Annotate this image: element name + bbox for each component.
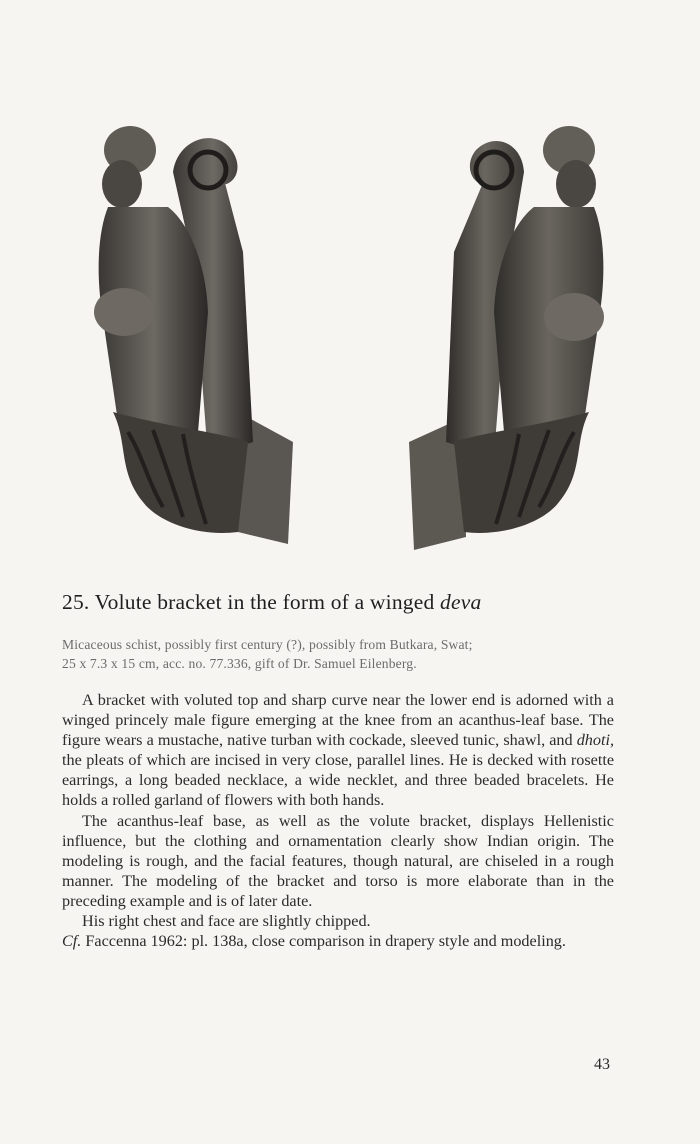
entry-title-text: Volute bracket in the form of a winged [94, 590, 435, 614]
description-text [62, 690, 614, 951]
paragraph-4-text: Faccenna 1962: pl. 138a, close comparison in drapery style and modeling. [85, 932, 566, 951]
paragraph-4-italic: Cf. [62, 932, 82, 951]
metadata-line-dimensions: 25 x 7.3 x 15 cm, acc. no. 77.336, gift of Dr. Samuel Eilenberg. [62, 656, 417, 671]
paragraph-1-italic: dhoti, [576, 731, 615, 750]
bracket-photo-right [404, 112, 614, 552]
paragraph-4 [62, 931, 614, 951]
figure-photographs [0, 0, 700, 570]
metadata-line-material: Micaceous schist, possibly first century (?), possibly from Butkara, Swat; [62, 637, 473, 652]
object-metadata [62, 635, 622, 673]
bracket-photo-left [88, 112, 298, 552]
paragraph-3: His right chest and face are slightly chipped. [82, 912, 371, 931]
paragraph-1-part-a: A bracket with voluted top and sharp curve near the lower end is adorned with a winged princely male figure emerging at the knee from an acanthus-leaf base. The figure wears a mustache, native turban with cockade, sleeved tunic, shawl, and [62, 691, 614, 750]
paragraph-1 [62, 690, 614, 811]
entry-title-italic: deva [440, 590, 482, 614]
paragraph-1-part-b: the pleats of which are incised in very close, parallel lines. He is decked with rosette earrings, a long beaded necklace, a wide necklet, and three beaded bracelets. He holds a rolled garland of flowers with both hands. [62, 751, 614, 810]
entry-title [62, 590, 662, 615]
entry-number: 25. [62, 590, 90, 614]
page-number: 43 [594, 1056, 610, 1073]
paragraph-2: The acanthus-leaf base, as well as the volute bracket, displays Hellenistic influence, but the clothing and ornamentation clearly show Indian origin. The modeling is rough, and the facial features, though natural, are chiseled in a rough manner. The modeling of the bracket and torso is more elaborate than in the preceding example and is of later date. [62, 811, 614, 910]
